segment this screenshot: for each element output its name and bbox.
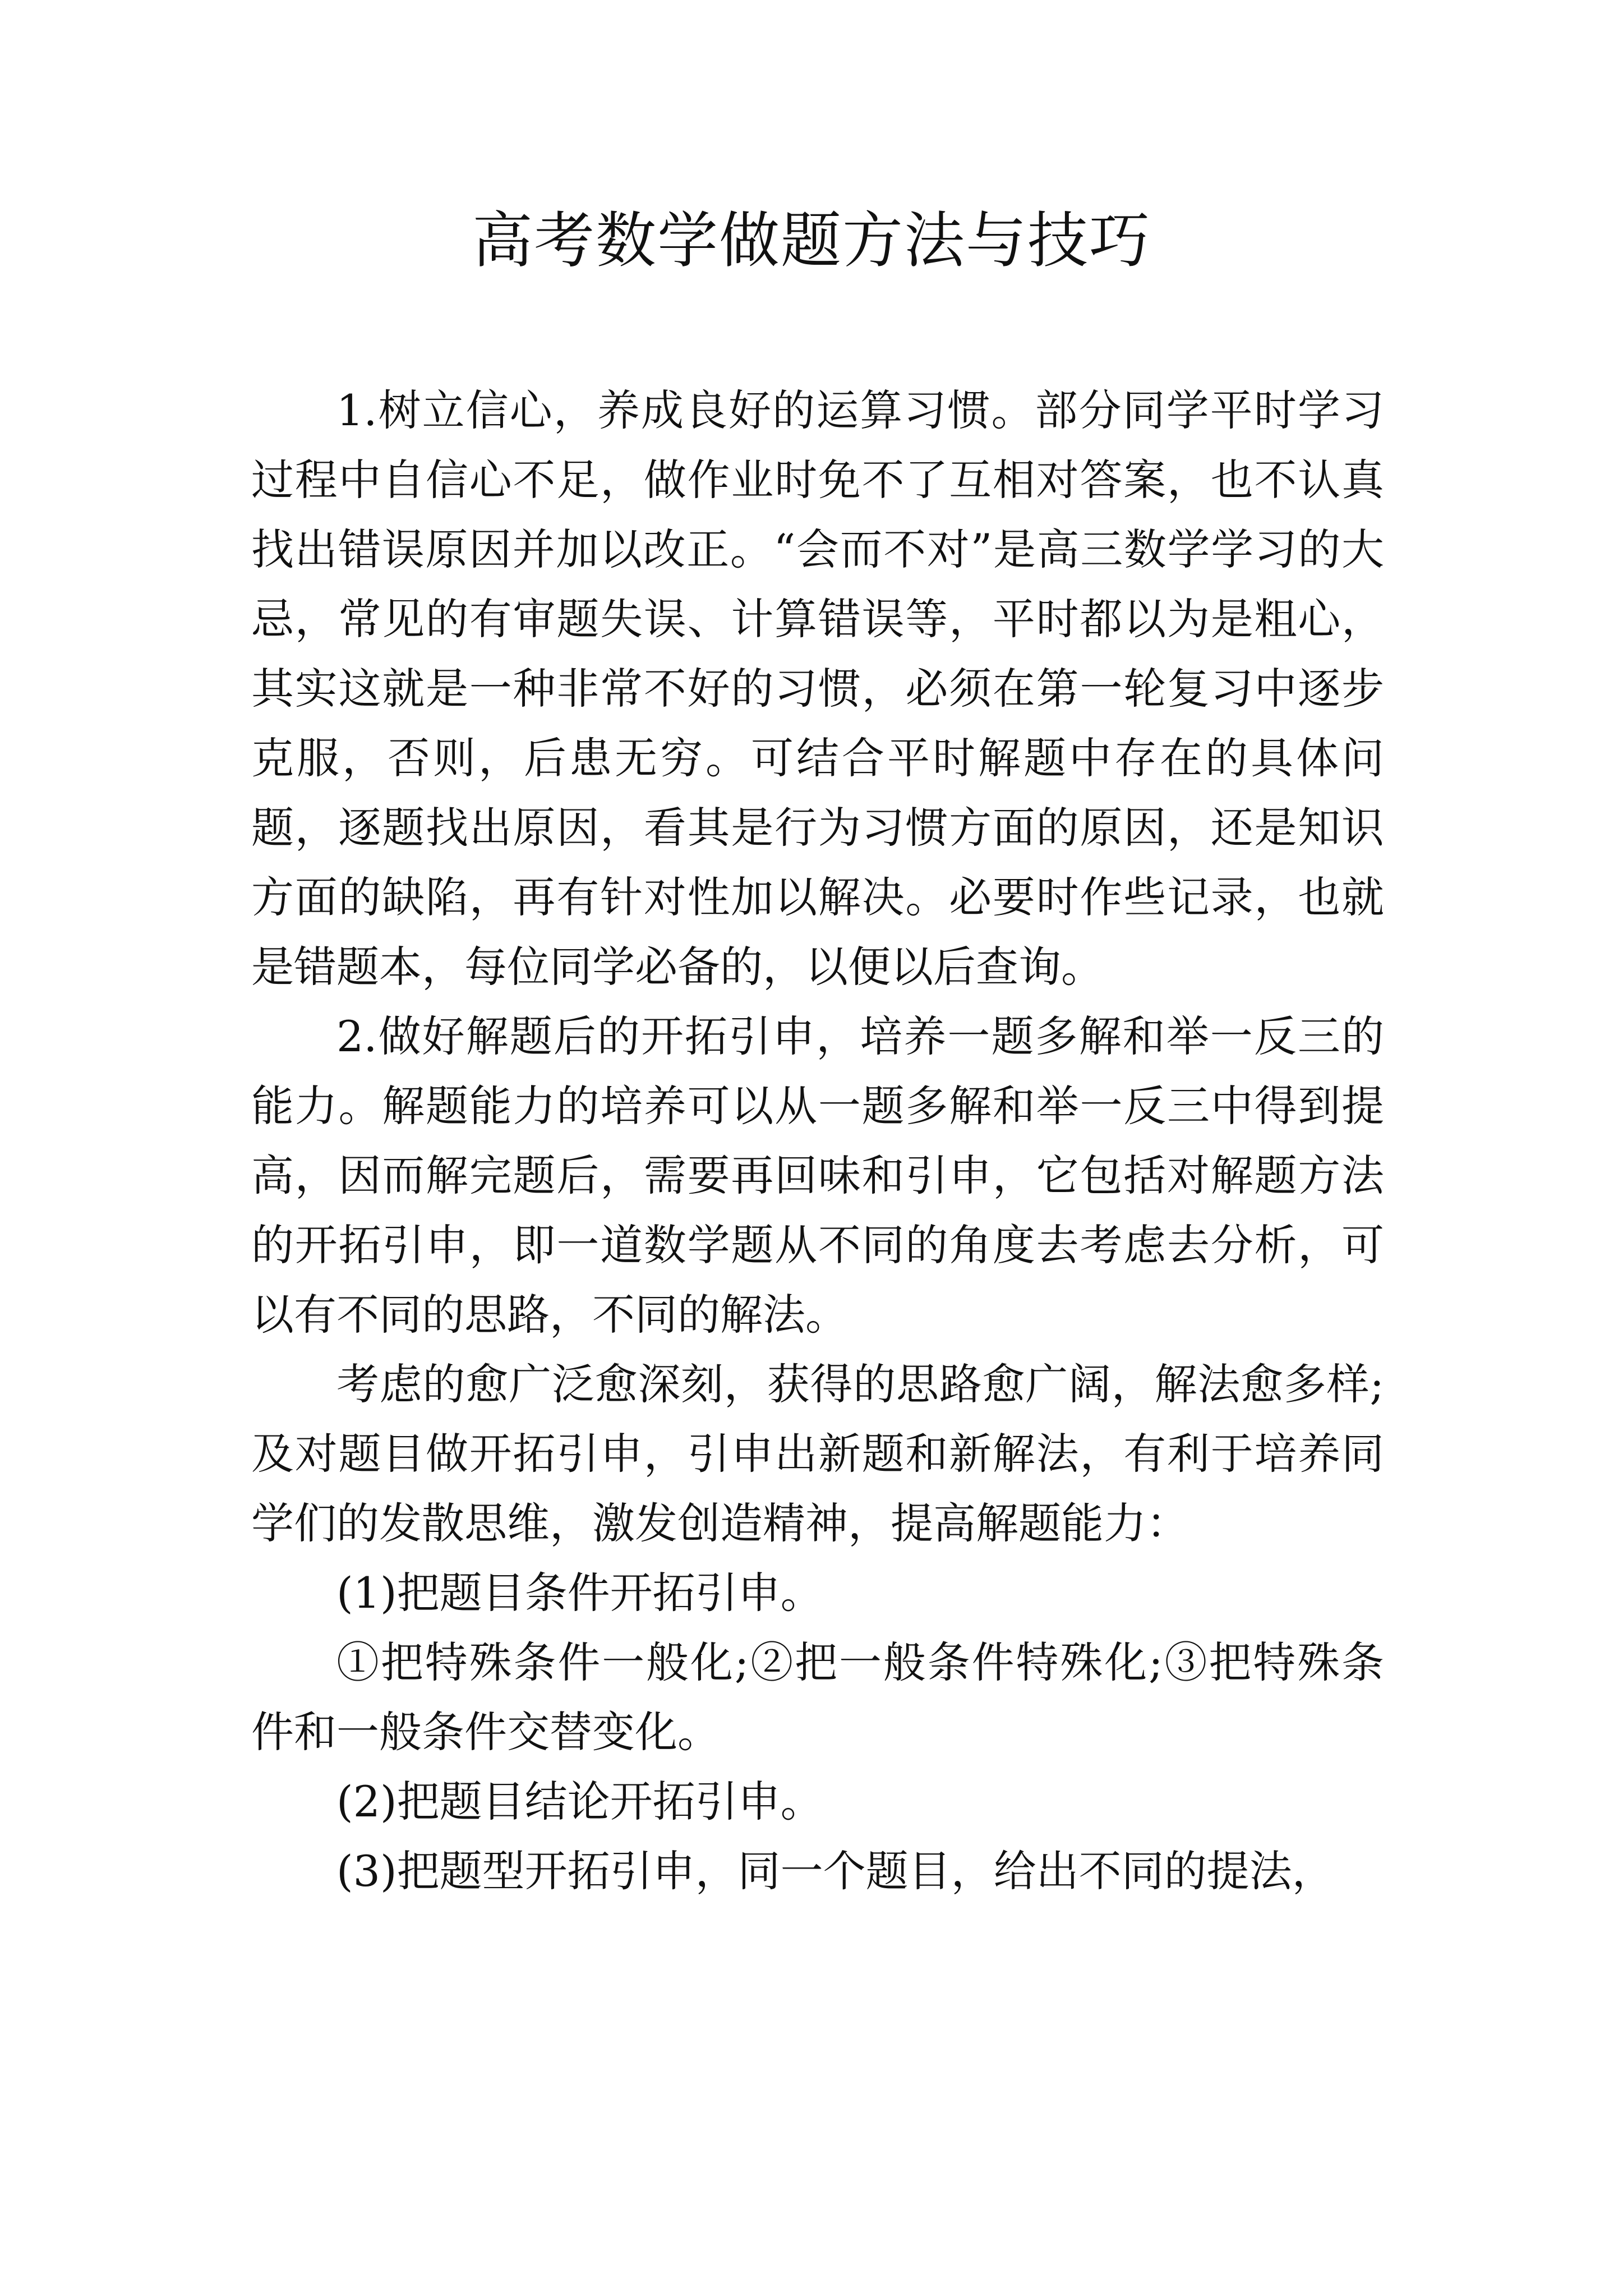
paragraph: 考虑的愈广泛愈深刻，获得的思路愈广阔，解法愈多样;及对题目做开拓引申，引申出新题和新解法，有利于培养同学们的发散思维，激发创造精神，提高解题能力： bbox=[251, 1359, 1384, 1548]
paragraph: (1)把题目条件开拓引申。 bbox=[336, 1568, 823, 1618]
document-title: 高考数学做题方法与技巧 bbox=[472, 206, 1151, 276]
paragraph: 1.树立信心，养成良好的运算习惯。部分同学平时学习过程中自信心不足，做作业时免不了互相对答案，也不认真找出错误原因并加以改正。“会而不对”是高三数学学习的大忌，常见的有审题失误、计算错误等，平时都以为是粗心，其实这就是一种非常不好的习惯，必须在第一轮复习中逐步克服，否则，后患无穷。可结合平时解题中存在的具体问题，逐题找出原因，看其是行为习惯方面的原因，还是知识方面的缺陷，再有针对性加以解决。必要时作些记录，也就是错题本，每位同学必备的，以便以后查询。 bbox=[251, 385, 1384, 992]
paragraph: ①把特殊条件一般化;②把一般条件特殊化;③把特殊条件和一般条件交替变化。 bbox=[251, 1637, 1384, 1757]
paragraph: (2)把题目结论开拓引申。 bbox=[336, 1777, 823, 1826]
paragraph: (3)把题型开拓引申，同一个题目，给出不同的提法， bbox=[336, 1846, 1335, 1896]
document-body bbox=[251, 376, 1384, 1906]
paragraph: 2.做好解题后的开拓引申，培养一题多解和举一反三的能力。解题能力的培养可以从一题多解和举一反三中得到提高，因而解完题后，需要再回味和引申，它包括对解题方法的开拓引申，即一道数学题从不同的角度去考虑去分析，可以有不同的思路，不同的解法。 bbox=[251, 1011, 1384, 1340]
